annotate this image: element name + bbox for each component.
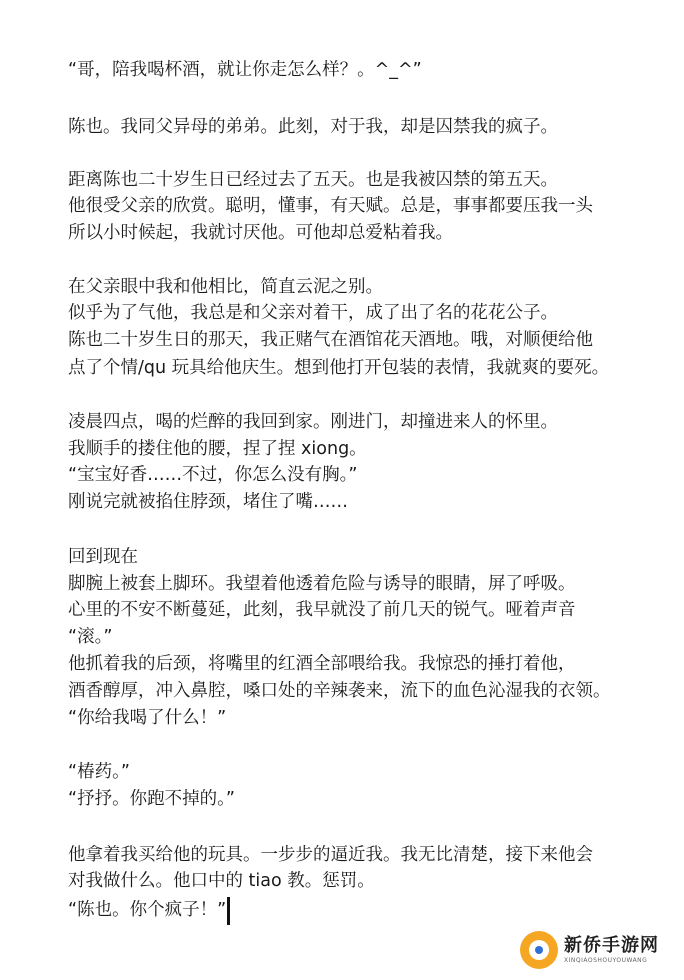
site-watermark xyxy=(520,928,670,972)
text-line: 陈也二十岁生日的那天，我正赌气在酒馆花天酒地。哦，对顺便给他 xyxy=(68,330,593,350)
text-line: 他很受父亲的欣赏。聪明，懂事，有天赋。总是，事事都要压我一头 xyxy=(68,196,593,216)
watermark-text xyxy=(564,935,659,965)
text-line: 心里的不安不断蔓延，此刻，我早就没了前几天的锐气。哑着声音 xyxy=(68,600,576,620)
text-line: 酒香醇厚，冲入鼻腔，嗓口处的辛辣袭来，流下的血色沁湿我的衣领。 xyxy=(68,681,611,701)
orange-circle-logo-icon xyxy=(520,931,558,969)
watermark-title: 新侨手游网 xyxy=(564,935,659,956)
text-line: 凌晨四点，喝的烂醉的我回到家。刚进门，却撞进来人的怀里。 xyxy=(68,412,558,432)
text-line: 他抓着我的后颈，将嘴里的红酒全部喂给我。我惊恐的捶打着他， xyxy=(68,654,576,674)
text-line: “椿药。” xyxy=(68,762,130,782)
text-line: 对我做什么。他口中的 tiao 教。惩罚。 xyxy=(68,871,375,891)
text-line: 点了个情/qu 玩具给他庆生。想到他打开包装的表情，我就爽的要死。 xyxy=(68,358,610,378)
text-line: 似乎为了气他，我总是和父亲对着干，成了出了名的花花公子。 xyxy=(68,303,558,323)
text-line: 刚说完就被掐住脖颈，堵住了嘴…… xyxy=(68,492,348,512)
text-line: 他拿着我买给他的玩具。一步步的逼近我。我无比清楚，接下来他会 xyxy=(68,845,593,865)
text-line: “陈也。你个疯子！” xyxy=(68,900,227,920)
text-line: “抒抒。你跑不掉的。” xyxy=(68,789,235,809)
text-line: “滚。” xyxy=(68,627,113,647)
text-line: 陈也。我同父异母的弟弟。此刻，对于我，却是囚禁我的疯子。 xyxy=(68,117,558,137)
text-cursor xyxy=(227,897,230,925)
text-line: 我顺手的搂住他的腰，捏了捏 xiong。 xyxy=(68,439,367,459)
text-line: “哥，陪我喝杯酒，就让你走怎么样？。^_^” xyxy=(68,60,422,80)
watermark-subtitle: XINQIAOSHOUYOUWANG xyxy=(564,957,648,964)
text-line: 脚腕上被套上脚环。我望着他透着危险与诱导的眼睛，屏了呼吸。 xyxy=(68,574,576,594)
text-line: 在父亲眼中我和他相比，简直云泥之别。 xyxy=(68,277,383,297)
text-line: 回到现在 xyxy=(68,547,138,567)
text-line: “你给我喝了什么！” xyxy=(68,708,227,728)
text-line: 距离陈也二十岁生日已经过去了五天。也是我被囚禁的第五天。 xyxy=(68,170,558,190)
text-line: 所以小时候起，我就讨厌他。可他却总爱粘着我。 xyxy=(68,223,453,243)
text-line: “宝宝好香……不过，你怎么没有胸。” xyxy=(68,465,358,485)
